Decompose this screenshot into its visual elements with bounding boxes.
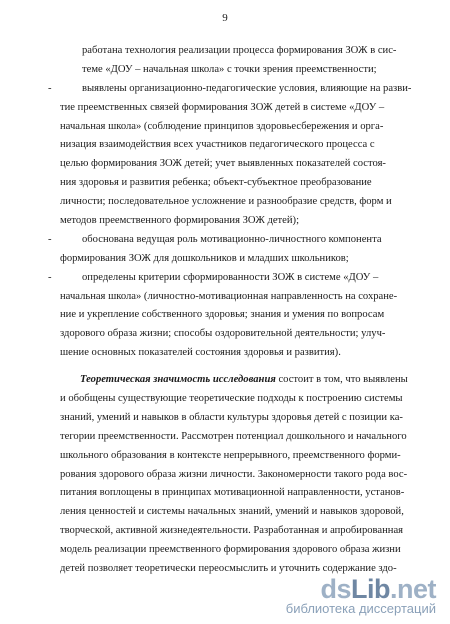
watermark-logo: dsLib.net xyxy=(320,574,436,604)
bullet-item xyxy=(60,42,412,80)
text-line: тегории преемственности. Рассмотрен потенциал дошкольного и начального xyxy=(60,430,407,442)
bullet-item xyxy=(48,80,412,231)
text-line: начальная школа» (соблюдение принципов здоровьесбережения и орга- xyxy=(60,120,384,132)
text-line: детей позволяет теоретически переосмыслить и уточнить содержание здо- xyxy=(60,563,397,575)
text-line: модель реализации преемственного формирования здорового образа жизни xyxy=(60,544,401,556)
text-line: ния здоровья и развития ребенка; объект-субъектное преобразование xyxy=(60,177,372,189)
dslib-watermark xyxy=(286,574,436,616)
text-line: целью формирования ЗОЖ детей; учет выявленных показателей состоя- xyxy=(60,158,386,170)
text-line: здорового образа жизни; способы оздоровительной деятельности; улуч- xyxy=(60,328,386,340)
text-line: формирования ЗОЖ для дошкольников и младших школьников; xyxy=(60,252,349,264)
text-line: творческой, активной жизнедеятельности. Разработанная и апробированная xyxy=(60,525,404,537)
paragraph-first-line xyxy=(60,371,412,390)
text-line: начальная школа» (личностно-мотивационная направленность на сохране- xyxy=(60,290,398,302)
bullet-marker: - xyxy=(48,82,52,94)
bullet-marker: - xyxy=(48,271,52,283)
text-line: обоснована ведущая роль мотивационно-личностного компонента xyxy=(82,233,382,245)
text-line: и обобщены существующие теоретические подходы к построению системы xyxy=(60,393,403,405)
text-line: шение основных показателей состояния здоровья и развития). xyxy=(60,347,341,359)
text-line: ления ценностей и системы начальных знаний, умений и навыков здоровой, xyxy=(60,506,404,518)
text-line: определены критерии сформированности ЗОЖ в системе «ДОУ – xyxy=(82,271,379,283)
paragraph-lead-rest: состоит в том, что выявлены xyxy=(275,374,408,386)
text-line: работана технология реализации процесса формирования ЗОЖ в сис- xyxy=(82,45,397,56)
text-line: тие преемственных связей формирования ЗОЖ детей в системе «ДОУ – xyxy=(60,101,385,113)
text-line: школьного образования в контексте непрерывного, преемственного форми- xyxy=(60,449,401,461)
text-line: рования здорового образа жизни личности. Закономерности такого рода вос- xyxy=(60,468,408,480)
text-line: выявлены организационно-педагогические условия, влияющие на разви- xyxy=(82,82,412,94)
document-body xyxy=(48,42,412,579)
text-line: ние и укрепление собственного здоровья; знания и умения по вопросам xyxy=(60,309,385,321)
text-line: личности; последовательное усложнение и разнообразие средств, форм и xyxy=(60,196,392,208)
page-number: 9 xyxy=(222,12,228,24)
text-line: низация взаимодействия всех участников педагогического процесса с xyxy=(60,139,375,151)
text-line: методов преемственного формирования ЗОЖ детей); xyxy=(60,215,300,227)
bullet-marker: - xyxy=(48,233,52,245)
paragraph-lead-emphasis: Теоретическая значимость исследования xyxy=(80,374,276,386)
bullet-item xyxy=(48,231,412,269)
text-line: теме «ДОУ – начальная школа» с точки зрения преемственности; xyxy=(82,63,377,75)
watermark-subtitle: библиотека диссертаций xyxy=(285,601,436,616)
text-line: знаний, умений и навыков в области культуры здоровья детей с позиции ка- xyxy=(60,411,403,423)
text-line: питания воплощены в принципах мотивационной направленности, установ- xyxy=(60,487,405,499)
bullet-item xyxy=(48,269,412,363)
